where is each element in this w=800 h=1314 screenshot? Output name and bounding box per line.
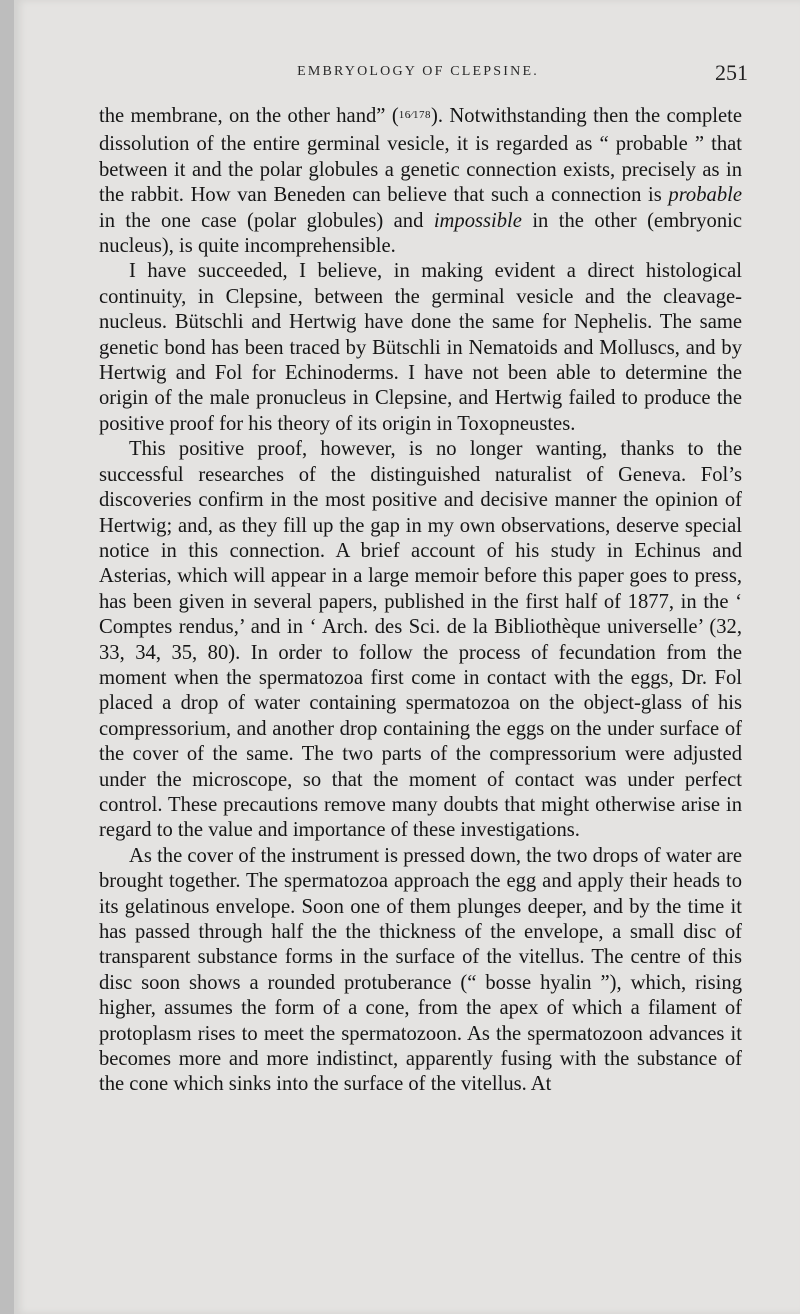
italic-probable: probable <box>668 184 742 207</box>
p1-text-b: ). Notwithstanding then the complete dissolution of the entire germinal vesicle, it is regarded as “ probable ” that between it and the polar globules a genetic connection exists, precisely as in the rabbit. How van Beneden can believe that such a connection is <box>99 105 742 207</box>
p1-text-a: the membrane, on the other hand” ( <box>99 105 399 127</box>
paragraph-1 <box>99 104 742 259</box>
p1-text-d: in the other (embryonic nucleus), is quite incomprehensible. <box>99 209 742 258</box>
paragraph-2: I have succeeded, I believe, in making evident a direct histological continuity, in Clepsine, between the germinal vesicle and the cleavage-nucleus. Bütschli and Hertwig have done the same for Nephelis. The same genetic bond has been traced by Bütschli in Nematoids and Molluscs, and by Hertwig and Fol for Echinoderms. I have not been able to determine the origin of the male pronucleus in Clepsine, and Hertwig failed to produce the positive proof for his theory of its origin in Toxopneustes. <box>99 260 742 435</box>
paragraph-3: This positive proof, however, is no longer wanting, thanks to the successful researches of the distinguished naturalist of Geneva. Fol’s discoveries confirm in the most positive and decisive manner the opinion of Hertwig; and, as they fill up the gap in my own observations, deserve special notice in this connection. A brief account of his study in Echinus and Asterias, which will appear in a large memoir before this paper goes to press, has been given in several papers, published in the first half of 1877, in the ‘ Comptes rendus,’ and in ‘ Arch. des Sci. de la Bibliothèque universelle’ (32, 33, 34, 35, 80). In order to follow the process of fecundation from the moment when the spermatozoa first come in contact with the eggs, Dr. Fol placed a drop of water containing spermatozoa on the object-glass of his compressorium, and another drop containing the eggs on the under surface of the cover of the same. The two parts of the compressorium were adjusted under the microscope, so that the moment of contact was under perfect control. These precautions remove many doubts that might otherwise arise in regard to the value and importance of these investigations. <box>99 438 742 842</box>
running-title: EMBRYOLOGY OF CLEPSINE. <box>297 64 539 79</box>
book-page <box>14 0 800 1314</box>
paragraph-4: As the cover of the instrument is pressed down, the two drops of water are brought together. The spermatozoa approach the egg and apply their heads to its gelatinous envelope. Soon one of them plunges deeper, and by the time it has passed through half the the thickness of the envelope, a small disc of transparent substance forms in the surface of the vitellus. The centre of this disc soon shows a rounded protuberance (“ bosse hyalin ”), which, rising higher, assumes the form of a cone, from the apex of which a filament of protoplasm rises to meet the spermatozoon. As the spermatozoon advances it becomes more and more indistinct, apparently fusing with the substance of the cone which sinks into the surface of the vitellus. At <box>99 844 742 1096</box>
p1-text-c: in the one case (polar globules) and <box>99 209 434 232</box>
page-number: 251 <box>715 60 748 85</box>
fraction-reference: 16⁄178 <box>398 109 432 121</box>
page-header <box>88 60 748 88</box>
italic-impossible: impossible <box>433 209 522 232</box>
body-text <box>99 104 742 1098</box>
